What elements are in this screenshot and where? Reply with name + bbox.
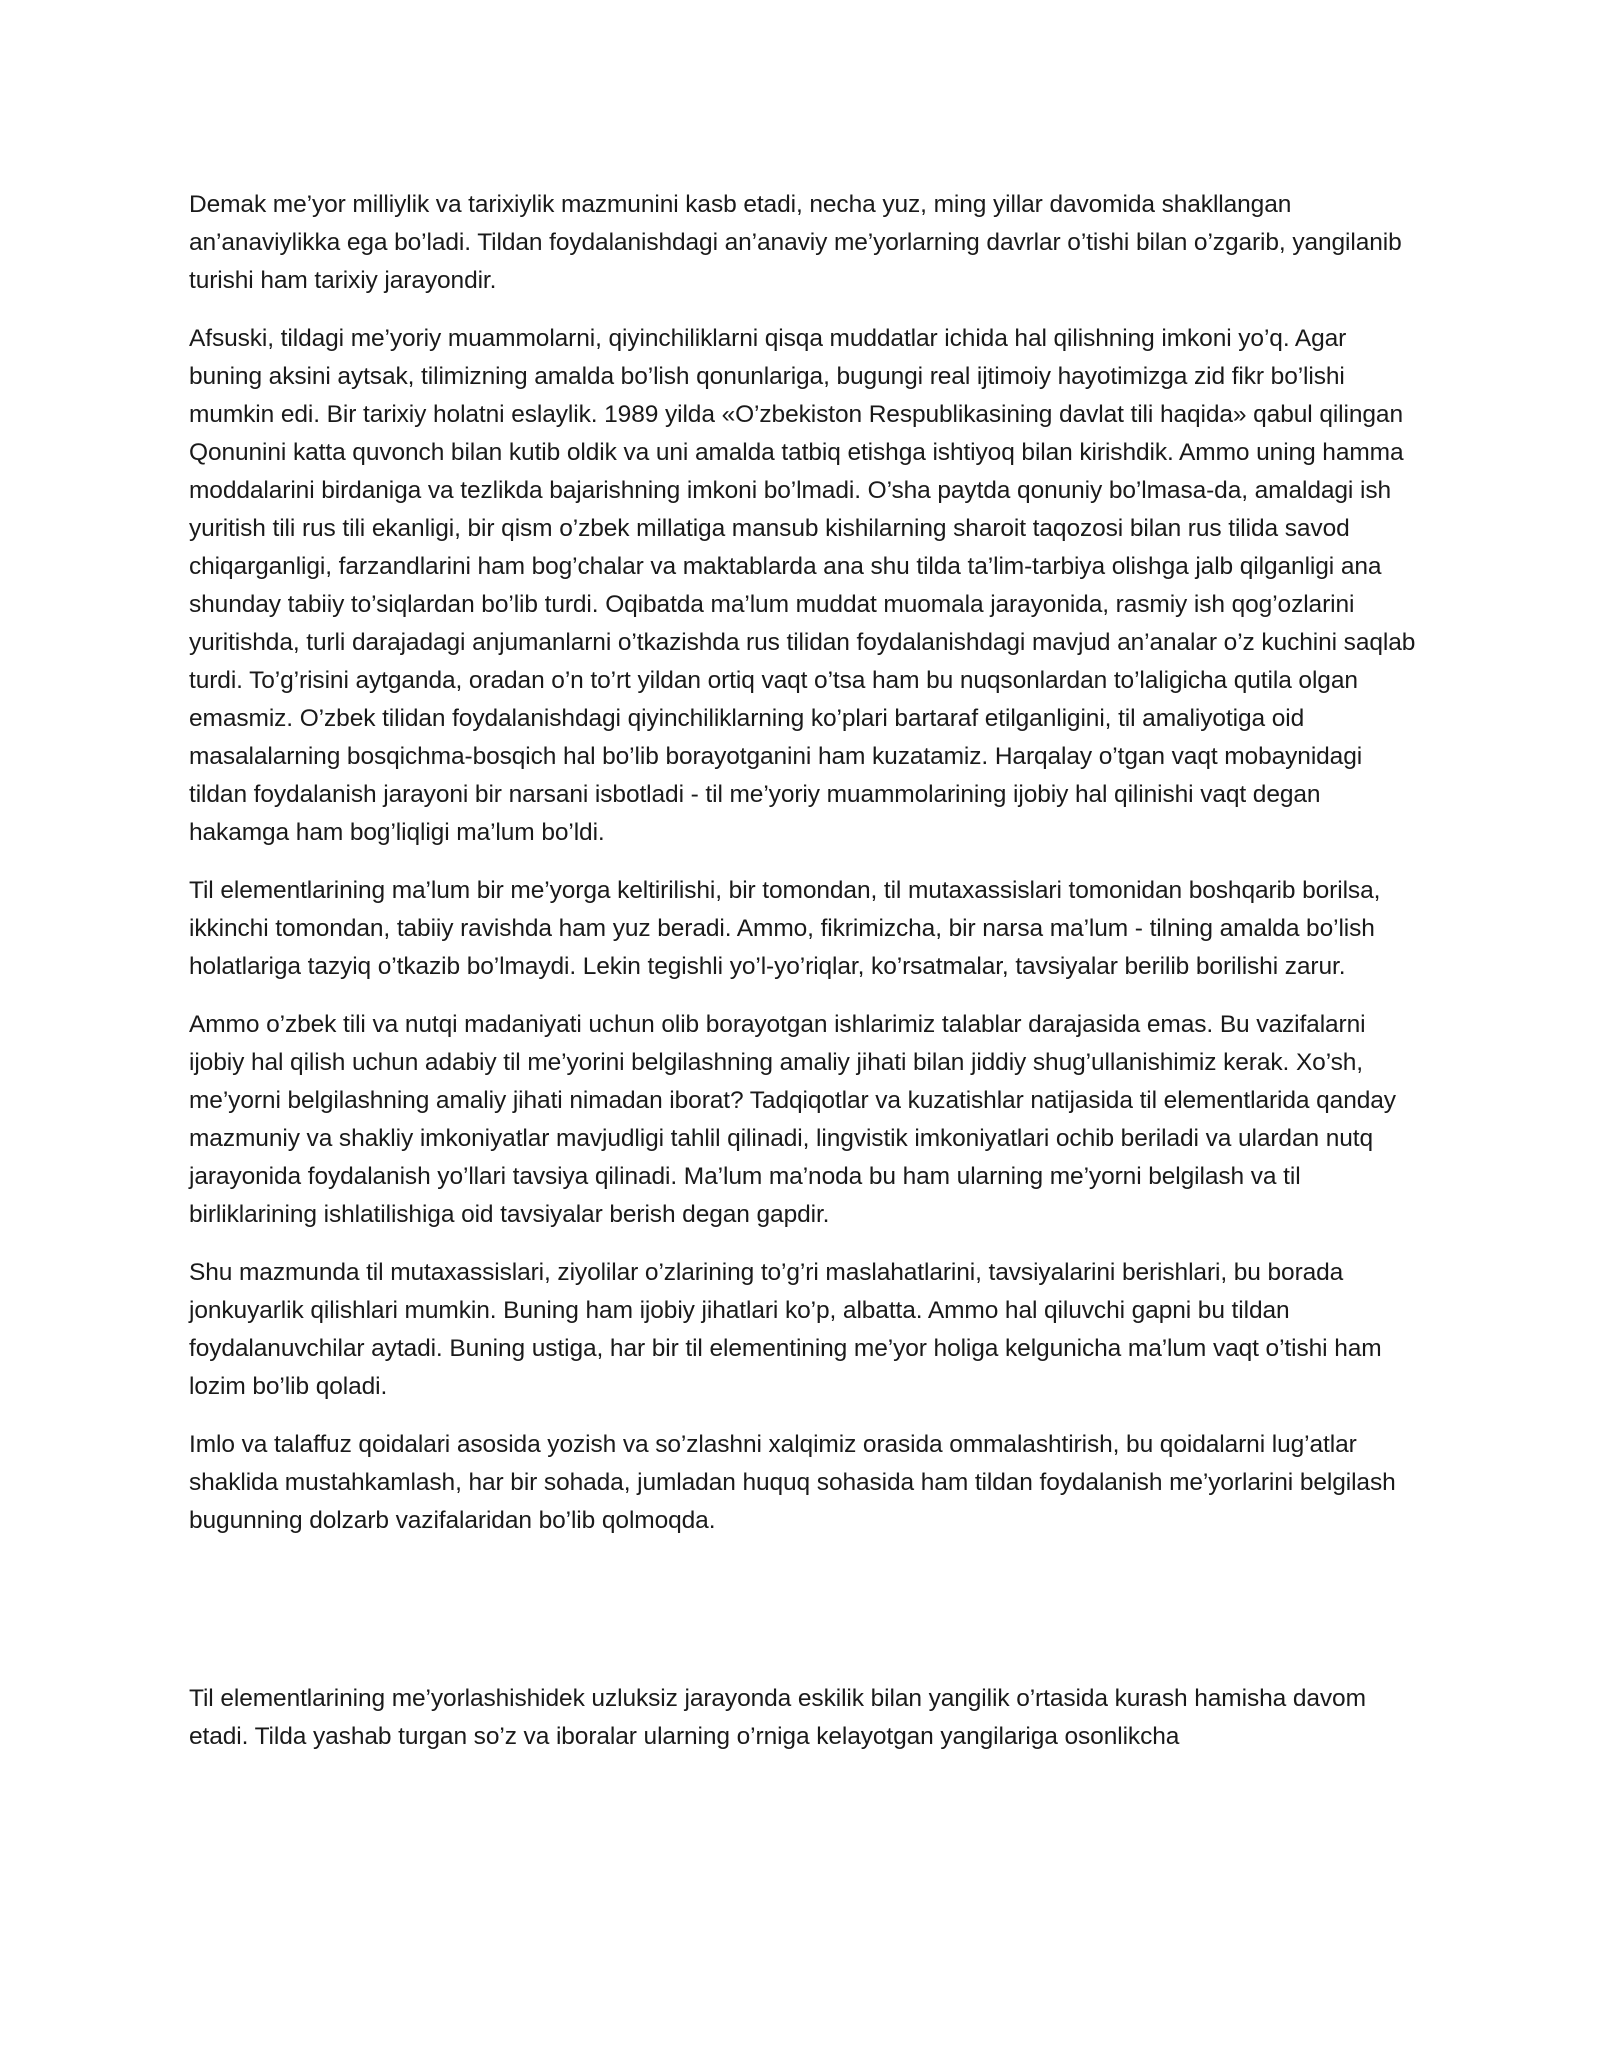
paragraph-3: Til elementlarining ma’lum bir me’yorga keltirilishi, bir tomondan, til mutaxassislari tomonidan boshqarib borilsa, ikkinchi tomondan, tabiiy ravishda ham yuz beradi. Ammo, fikrimizcha, bir narsa ma’lum - tilning amalda bo’lish holatlariga tazyiq o’tkazib bo’lmaydi. Lekin tegishli yo’l-yo’riqlar, ko’rsatmalar, tavsiyalar berilib borilishi zarur. — [189, 877, 1381, 980]
document-body — [189, 186, 1417, 1776]
paragraph-1: Demak me’yor milliylik va tarixiylik mazmunini kasb etadi, necha yuz, ming yillar davomida shakllangan an’anaviylikka ega bo’ladi. Tildan foydalanishdagi an’anaviy me’yorlarning davrlar o’tishi bilan o’zgarib, yangilanib turishi ham tarixiy jarayondir. — [189, 191, 1402, 294]
blank-gap — [189, 1560, 1417, 1680]
paragraph-2: Afsuski, tildagi me’yoriy muammolarni, qiyinchiliklarni qisqa muddatlar ichida hal qilishning imkoni yo’q. Agar buning aksini aytsak, tilimizning amalda bo’lish qonunlariga, bugungi real ijtimoiy hayotimizga zid fikr bo’lishi mumkin edi. Bir tarixiy holatni eslaylik. 1989 yilda «O’zbekiston Respublikasining davlat tili haqida» qabul qilingan Qonunini katta quvonch bilan kutib oldik va uni amalda tatbiq etishga ishtiyoq bilan kirishdik. Ammo uning hamma moddalarini birdaniga va tezlikda bajarishning imkoni bo’lmadi. O’sha paytda qonuniy bo’lmasa-da, amaldagi ish yuritish tili rus tili ekanligi, bir qism o’zbek millatiga mansub kishilarning sharoit taqozosi bilan rus tilida savod chiqarganligi, farzandlarini ham bog’chalar va maktablarda ana shu tilda ta’lim-tarbiya olishga jalb qilganligi ana shunday tabiiy to’siqlardan bo’lib turdi. Oqibatda ma’lum muddat muomala jarayonida, rasmiy ish qog’ozlarini yuritishda, turli darajadagi anjumanlarni o’tkazishda rus tilidan foydalanishdagi mavjud an’analar o’z kuchini saqlab turdi. To’g’risini aytganda, oradan o’n to’rt yildan ortiq vaqt o’tsa ham bu nuqsonlardan to’laligicha qutila olgan emasmiz. O’zbek tilidan foydalanishdagi qiyinchiliklarning ko’plari bartaraf etilganligini, til amaliyotiga oid masalalarning bosqichma-bosqich hal bo’lib borayotganini ham kuzatamiz. Harqalay o’tgan vaqt mobaynidagi tildan foydalanish jarayoni bir narsani isbotladi - til me’yoriy muammolarining ijobiy hal qilinishi vaqt degan hakamga ham bog’liqligi ma’lum bo’ldi. — [189, 325, 1416, 846]
paragraph-4: Ammo o’zbek tili va nutqi madaniyati uchun olib borayotgan ishlarimiz talablar darajasida emas. Bu vazifalarni ijobiy hal qilish uchun adabiy til me’yorini belgilashning amaliy jihati bilan jiddiy shug’ullanishimiz kerak. Xo’sh, me’yorni belgilashning amaliy jihati nimadan iborat? Tadqiqotlar va kuzatishlar natijasida til elementlarida qanday mazmuniy va shakliy imkoniyatlar mavjudligi tahlil qilinadi, lingvistik imkoniyatlari ochib beriladi va ulardan nutq jarayonida foydalanish yo’llari tavsiya qilinadi. Ma’lum ma’noda bu ham ularning me’yorni belgilash va til birliklarining ishlatilishiga oid tavsiyalar berish degan gapdir. — [189, 1011, 1396, 1228]
paragraph-5: Shu mazmunda til mutaxassislari, ziyolilar o’zlarining to’g’ri maslahatlarini, tavsiyalarini berishlari, bu borada jonkuyarlik qilishlari mumkin. Buning ham ijobiy jihatlari ko’p, albatta. Ammo hal qiluvchi gapni bu tildan foydalanuvchilar aytadi. Buning ustiga, har bir til elementining me’yor holiga kelgunicha ma’lum vaqt o’tishi ham lozim bo’lib qoladi. — [189, 1259, 1382, 1400]
paragraph-7: Til elementlarining me’yorlashishidek uzluksiz jarayonda eskilik bilan yangilik o’rtasida kurash hamisha davom etadi. Tilda yashab turgan so’z va iboralar ularning o’rniga kelayotgan yangilariga osonlikcha — [189, 1685, 1366, 1750]
paragraph-6: Imlo va talaffuz qoidalari asosida yozish va so’zlashni xalqimiz orasida ommalashtirish, bu qoidalarni lug’atlar shaklida mustahkamlash, har bir sohada, jumladan huquq sohasida ham tildan foydalanish me’yorlarini belgilash bugunning dolzarb vazifalaridan bo’lib qolmoqda. — [189, 1431, 1396, 1534]
